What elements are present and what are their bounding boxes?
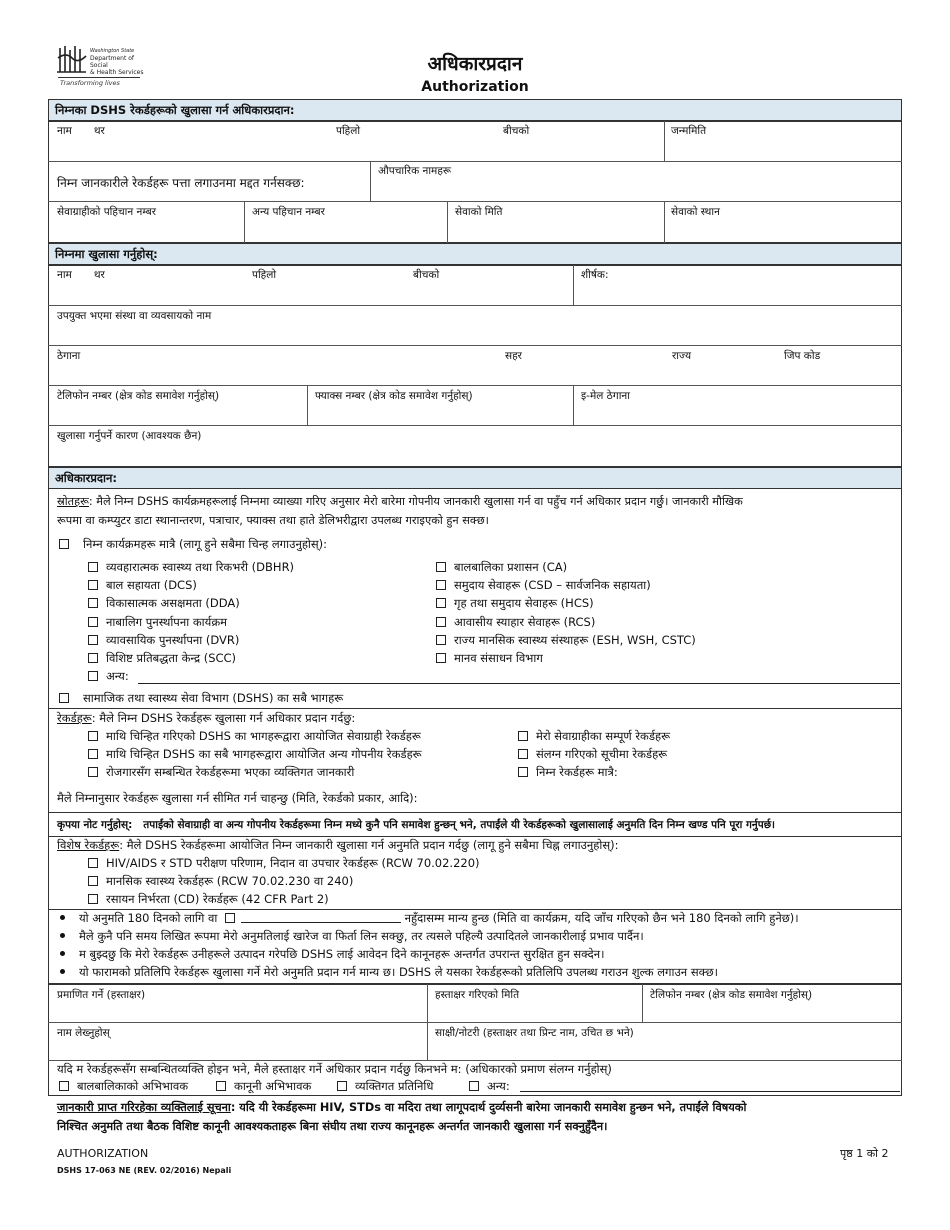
print-name-label[interactable]: नाम लेख्नुहोस् xyxy=(57,1027,110,1039)
bullet-text: नहुँदासम्म मान्य हुन्छ (मिति वा कार्यक्रम, यदि जाँच गरिएको छैन भने 180 दिनको लागि हुनेछ)। xyxy=(404,911,799,925)
service-date-label[interactable]: सेवाको मिति xyxy=(455,206,503,218)
program-option[interactable] xyxy=(436,578,651,593)
program-option[interactable] xyxy=(436,651,543,666)
rep-option[interactable] xyxy=(216,1079,311,1094)
checkbox[interactable] xyxy=(59,693,69,703)
phone-label[interactable]: टेलिफोन नम्बर (क्षेत्र कोड समावेश गर्नुहोस्) xyxy=(57,390,220,402)
records-text: : मैले निम्न DSHS रेकर्डहरू खुलासा गर्न अधिकार प्रदान गर्दछु: xyxy=(91,711,356,725)
zip-label[interactable]: जिप कोड xyxy=(784,350,821,362)
label: सामाजिक तथा स्वास्थ्य सेवा विभाग (DSHS) का सबै भागहरू xyxy=(83,691,344,705)
option-label: संलग्न गरिएको सूचीमा रेकर्डहरू xyxy=(536,747,668,761)
address-label[interactable]: ठेगाना xyxy=(57,350,81,362)
all-dshs-option[interactable] xyxy=(59,691,343,706)
program-option[interactable] xyxy=(88,669,129,684)
option-label: निम्न रेकर्डहरू मात्रै: xyxy=(536,765,618,779)
notice-text: : यदि यी रेकर्डहरूमा HIV, STDs वा मदिरा तथा लागूपदार्थ दुर्व्यसनी बारेमा जानकारी समावेश हुन्छन भने, तपाईंले विषयको xyxy=(230,1101,747,1114)
option-label: मानव संसाधन विभाग xyxy=(454,651,543,665)
sources-line2: रूपमा वा कम्प्युटर डाटा स्थानान्तरण, पत्राचार, फ्याक्स तथा हाते डेलिभरीद्वारा उपलब्ध गराइएको हुन सक्छ। xyxy=(57,514,489,527)
note-label: कृपया नोट गर्नुहोस्: xyxy=(57,819,133,831)
option-label: अन्य: xyxy=(487,1079,510,1093)
bullet-icon xyxy=(60,969,65,974)
divider xyxy=(48,385,902,386)
option-label: कानूनी अभिभावक xyxy=(234,1079,312,1093)
divider xyxy=(48,1022,902,1023)
checkbox[interactable] xyxy=(436,653,446,663)
special-option[interactable] xyxy=(88,892,329,907)
option-label: अन्य: xyxy=(106,669,129,684)
date-signed-label[interactable]: हस्ताक्षर गरिएको मिति xyxy=(435,989,520,1001)
checkbox[interactable] xyxy=(518,767,528,777)
option-label: गृह तथा समुदाय सेवाहरू (HCS) xyxy=(454,596,594,611)
title-nepali: अधिकारप्रदान xyxy=(427,53,523,75)
logo-rule xyxy=(58,77,140,78)
bullet-text: म बुझ्दछु कि मेरो रेकर्डहरू उनीहरूले उत्पादन गरेपछि DSHS लाई आवेदन दिने कानूनहरू अन्तर्गत उपरान्त सुरक्षित हुन सक्देन। xyxy=(79,947,605,961)
divider xyxy=(48,425,902,426)
option-label: HIV/AIDS र STD परीक्षण परिणाम, निदान वा उपचार रेकर्डहरू (RCW 70.02.220) xyxy=(106,856,480,870)
checkbox[interactable] xyxy=(337,1081,347,1091)
rep-option[interactable] xyxy=(469,1079,510,1094)
note-text: तपाईंको सेवाग्राही वा अन्य गोपनीय रेकर्डहरूमा निम्न मध्ये कुनै पनि समावेश हुन्छन् भने, तपाईंले यी रेकर्डहरूको खुलासालाई अनुमति दिन निम्न खण्ड पनि पूरा गर्नुपर्छ। xyxy=(143,819,776,831)
checkbox[interactable] xyxy=(436,580,446,590)
only-programs-option[interactable] xyxy=(59,537,327,552)
record-option[interactable] xyxy=(518,765,618,780)
program-option[interactable] xyxy=(88,578,197,593)
label: नाम xyxy=(57,125,72,137)
checkbox[interactable] xyxy=(88,562,98,572)
divider xyxy=(664,201,665,243)
bullet-icon xyxy=(60,915,65,920)
program-option[interactable] xyxy=(88,560,294,575)
option-label: व्यावसायिक पुनर्स्थापना (DVR) xyxy=(106,632,240,647)
reason-label[interactable]: खुलासा गर्नुपर्ने कारण (आवश्यक छैन) xyxy=(57,430,202,442)
option-label: विकासात्मक असक्षमता (DDA) xyxy=(106,596,240,611)
section3-heading: अधिकारप्रदान: xyxy=(48,467,902,489)
s1-name-label[interactable] xyxy=(57,124,105,139)
option-label: मानसिक स्वास्थ्य रेकर्डहरू (RCW 70.02.230 वा 240) xyxy=(106,874,354,888)
service-place-label[interactable]: सेवाको स्थान xyxy=(671,206,720,218)
rep-other-line xyxy=(520,1091,900,1092)
sign-phone-label[interactable]: टेलिफोन नम्बर (क्षेत्र कोड समावेश गर्नुहोस्) xyxy=(650,989,813,1001)
checkbox[interactable] xyxy=(518,731,528,741)
checkbox[interactable] xyxy=(88,767,98,777)
other-id-label[interactable]: अन्य पहिचान नम्बर xyxy=(252,206,325,218)
option-label: रसायन निर्भरता (CD) रेकर्डहरू (42 CFR Part 2) xyxy=(106,892,329,906)
divider xyxy=(307,385,308,425)
checkbox[interactable] xyxy=(216,1081,226,1091)
fax-label[interactable]: फ्याक्स नम्बर (क्षेत्र कोड समावेश गर्नुहोस्) xyxy=(315,390,473,402)
s2-first-label[interactable]: पहिलो xyxy=(252,269,277,281)
program-option[interactable] xyxy=(88,596,240,611)
records-line xyxy=(57,711,355,726)
option-label: बालबालिका प्रशासन (CA) xyxy=(454,560,568,574)
option-label: नाबालिग पुनर्स्थापना कार्यक्रम xyxy=(106,614,228,629)
checkbox[interactable] xyxy=(436,598,446,608)
checkbox[interactable] xyxy=(88,617,98,627)
city-label[interactable]: सहर xyxy=(505,350,522,362)
checkbox[interactable] xyxy=(436,617,446,627)
s1-first-label[interactable]: पहिलो xyxy=(336,125,361,137)
bullet-text: यो फारामको प्रतिलिपि रेकर्डहरू खुलासा गर्ने मेरो अनुमति प्रदान गर्न मान्य छ। DSHS ले यसका रेकर्डहरूको प्रतिलिपि उपलब्ध गराउन शुल्क लगाउन सक्छ। xyxy=(79,965,719,979)
checkbox[interactable] xyxy=(88,894,98,904)
s2-name-label[interactable] xyxy=(57,268,105,283)
date-line[interactable] xyxy=(241,922,401,923)
option-label: माथि चिन्हित DSHS का सबै भागहरूद्वारा आयोजित अन्य गोपनीय रेकर्डहरू xyxy=(106,747,422,761)
special-option[interactable] xyxy=(88,874,353,889)
title-english: Authorization xyxy=(421,79,529,95)
record-option[interactable] xyxy=(518,747,667,762)
program-option[interactable] xyxy=(436,596,594,611)
divider xyxy=(48,1060,902,1061)
sources-text: : मैले निम्न DSHS कार्यक्रमहरूलाई निम्नमा व्याख्या गरिए अनुसार मेरो बारेमा गोपनीय जानकारी खुलासा गर्न वा पहुँच गर्न अधिकार प्रदान गर्छु। जानकारी मौखिक xyxy=(88,495,743,508)
rep-text: यदि म रेकर्डहरूसँग सम्बन्धितव्यक्ति होइन भने, मैले हस्ताक्षर गर्ने अधिकार प्रदान गर्दछु किनभने म: (अधिकारको प्रमाण संलग्न गर्नुहोस्) xyxy=(57,1062,612,1076)
state-label[interactable]: राज्य xyxy=(672,350,692,362)
notice-line1 xyxy=(57,1100,746,1115)
divider xyxy=(447,201,448,243)
special-line xyxy=(57,838,618,853)
footer-form: DSHS 17-063 NE (REV. 02/2016) Nepali xyxy=(57,1166,232,1175)
s1-middle-label[interactable]: बीचको xyxy=(503,125,530,137)
agency-line: & Health Services xyxy=(90,69,144,76)
option-label: समुदाय सेवाहरू (CSD – सार्वजनिक सहायता) xyxy=(454,578,651,593)
email-label[interactable]: इ-मेल ठेगाना xyxy=(581,390,630,402)
checkbox[interactable] xyxy=(88,580,98,590)
divider xyxy=(48,201,902,202)
option-label: रोजगारसँग सम्बन्धित रेकर्डहरूमा भएका व्यक्तिगत जानकारी xyxy=(106,765,355,779)
notice-line2: निश्चित अनुमति तथा बैठक विशिष्ट कानूनी आवश्यकताहरू बिना संघीय तथा राज्य कानूनहरू अन्तर्गत जानकारी खुलासा गर्न सक्नुहुँदैन। xyxy=(57,1120,608,1133)
divider xyxy=(244,201,245,243)
agency-line: Washington State xyxy=(90,48,135,54)
divider xyxy=(370,161,371,201)
bullet-4 xyxy=(60,965,718,980)
notice-label: जानकारी प्राप्त गरिरहेका व्यक्तिलाई सूचना xyxy=(57,1101,231,1114)
divider xyxy=(48,836,902,837)
program-option[interactable] xyxy=(436,560,567,575)
bullet-text: मैले कुनै पनि समय लिखित रूपमा मेरो अनुमतिलाई खारेज वा फिर्ता लिन सक्छु, तर त्यसले पहिल्यै उत्पादितले जानकारीलाई प्रभाव पार्दैन। xyxy=(79,929,644,943)
option-label: मेरो सेवाग्राहीका सम्पूर्ण रेकर्डहरू xyxy=(536,729,671,743)
program-option[interactable] xyxy=(88,651,236,666)
option-label: आवासीय स्याहार सेवाहरू (RCS) xyxy=(454,614,596,629)
record-option[interactable] xyxy=(88,729,421,744)
option-label: माथि चिन्हित गरिएको DSHS का भागहरूद्वारा आयोजित सेवाग्राही रेकर्डहरू xyxy=(106,729,421,743)
rep-option[interactable] xyxy=(59,1079,188,1094)
divider xyxy=(48,345,902,346)
label: थर xyxy=(93,269,105,281)
divider xyxy=(48,812,902,813)
checkbox[interactable] xyxy=(518,749,528,759)
checkbox[interactable] xyxy=(59,539,69,549)
agency-line: Department of Social xyxy=(90,55,134,69)
record-option[interactable] xyxy=(88,765,354,780)
checkbox[interactable] xyxy=(88,749,98,759)
dob-label[interactable]: जन्ममिति xyxy=(671,125,707,137)
checkbox[interactable] xyxy=(88,635,98,645)
divider xyxy=(48,909,902,910)
divider xyxy=(48,708,902,709)
program-option[interactable] xyxy=(88,615,227,630)
checkbox[interactable] xyxy=(436,635,446,645)
bullet-text: यो अनुमति 180 दिनको लागि वा xyxy=(79,911,218,925)
other-line xyxy=(138,683,900,684)
option-label: बालबालिकाको अभिभावक xyxy=(77,1079,189,1093)
checkbox[interactable] xyxy=(88,671,98,681)
checkbox[interactable] xyxy=(88,731,98,741)
bullet-2 xyxy=(60,929,644,944)
checkbox[interactable] xyxy=(88,653,98,663)
option-label: व्यक्तिगत प्रतिनिधि xyxy=(355,1079,434,1093)
bullet-icon xyxy=(60,933,65,938)
option-label: विशिष्ट प्रतिबद्धता केन्द्र (SCC) xyxy=(106,651,237,665)
record-option[interactable] xyxy=(518,729,670,744)
formal-names-label[interactable]: औपचारिक नामहरू xyxy=(378,165,452,177)
record-option[interactable] xyxy=(88,747,422,762)
option-label: व्यवहारात्मक स्वास्थ्य तथा रिकभरी (DBHR) xyxy=(106,560,295,574)
label: नाम xyxy=(57,269,72,281)
sources-line1 xyxy=(57,494,743,509)
limit-text[interactable]: मैले निम्नानुसार रेकर्डहरू खुलासा गर्न सीमित गर्न चाहन्छु (मिति, रेकर्डको प्रकार, आदि): xyxy=(57,791,418,805)
note-line xyxy=(57,818,775,833)
program-option[interactable] xyxy=(436,615,595,630)
section1-heading: निम्नका DSHS रेकर्डहरूको खुलासा गर्न अधिकारप्रदान: xyxy=(48,99,902,121)
special-option[interactable] xyxy=(88,856,480,871)
special-text: : मैले DSHS रेकर्डहरूमा आयोजित निम्न जानकारी खुलासा गर्न अनुमति प्रदान गर्दछु (लागू हुने सबैमा चिह्न लगाउनुहोस्): xyxy=(119,838,619,852)
s2-middle-label[interactable]: बीचको xyxy=(413,269,440,281)
checkbox[interactable] xyxy=(225,913,235,923)
divider xyxy=(48,305,902,306)
checkbox[interactable] xyxy=(88,876,98,886)
bullet-3 xyxy=(60,947,605,962)
label: निम्न कार्यक्रमहरू मात्रै (लागू हुने सबैमा चिन्ह लगाउनुहोस्): xyxy=(83,537,328,551)
tagline: Transforming lives xyxy=(60,79,120,87)
title-label[interactable]: शीर्षक: xyxy=(581,269,609,281)
checkbox[interactable] xyxy=(88,858,98,868)
special-label: विशेष रेकर्डहरू xyxy=(57,838,120,852)
divider xyxy=(573,385,574,425)
option-label: बाल सहायता (DCS) xyxy=(106,578,197,593)
sources-label: स्रोतहरू xyxy=(57,495,89,508)
divider xyxy=(573,265,574,305)
divider xyxy=(642,984,643,1022)
option-label: राज्य मानसिक स्वास्थ्य संस्थाहरू (ESH, WSH, CSTC) xyxy=(454,632,696,647)
program-option[interactable] xyxy=(436,633,696,648)
checkbox[interactable] xyxy=(436,562,446,572)
divider xyxy=(48,161,902,162)
client-id-label[interactable]: सेवाग्राहीको पहिचान नम्बर xyxy=(57,206,157,218)
divider xyxy=(664,121,665,161)
footer-page: पृष्ठ 1 को 2 xyxy=(840,1147,889,1160)
witness-label[interactable]: साक्षी/नोटरी (हस्ताक्षर तथा प्रिन्ट नाम, उचित छ भने) xyxy=(435,1027,634,1039)
bullet-icon xyxy=(60,951,65,956)
checkbox[interactable] xyxy=(469,1081,479,1091)
org-label[interactable]: उपयुक्त भएमा संस्था वा व्यवसायको नाम xyxy=(57,310,212,322)
checkbox[interactable] xyxy=(88,598,98,608)
bullet-1 xyxy=(60,911,799,926)
section2-heading: निम्नमा खुलासा गर्नुहोस्: xyxy=(48,243,902,265)
label: थर xyxy=(93,125,105,137)
signature-label[interactable]: प्रमाणित गर्ने (हस्ताक्षर) xyxy=(57,989,146,1001)
footer-doc: AUTHORIZATION xyxy=(57,1147,149,1160)
checkbox[interactable] xyxy=(59,1081,69,1091)
program-option[interactable] xyxy=(88,633,239,648)
rep-option[interactable] xyxy=(337,1079,433,1094)
records-label: रेकर्डहरू xyxy=(57,711,92,725)
help-text: निम्न जानकारीले रेकर्डहरू पत्ता लगाउनमा मद्दत गर्नसक्छ: xyxy=(57,176,305,190)
